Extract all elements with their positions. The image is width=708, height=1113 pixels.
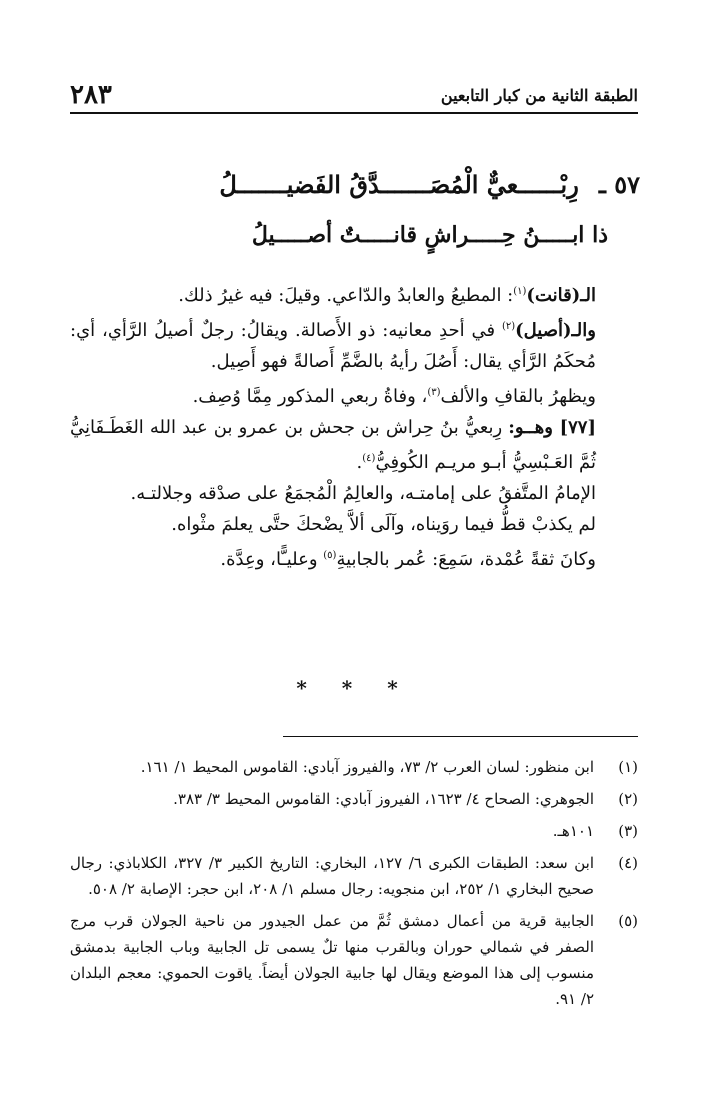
footnote-number: (١) [618,758,638,776]
paragraph-text: ، وفاةُ ربعي المذكور مِمَّا وُصِف. [192,386,428,407]
paragraph-text: وكانَ ثقةً عُمْدة، سَمِعَ: عُمر بالجابيةِ [336,549,596,570]
footnote [70,786,638,812]
paragraph-qanit [70,276,638,311]
footnote-text: ١٠١هـ. [552,822,594,840]
section-separator: * * * [296,676,412,700]
body-text [70,276,638,575]
paragraph-text: ويظهرُ بالقافِ والألف [440,386,596,407]
footnote-text: ابن منظور: لسان العرب ٢/ ٧٣، والفيروز آبادي: القاموس المحيط ١/ ١٦١. [140,758,594,776]
footnote-ref-5: (٥) [323,550,337,561]
paragraph-imam: الإمامُ المتَّفقُ على إمامتـه، والعالِمُ الْمُجمَعُ على صدْقه وجلالتـه. [130,483,596,504]
term-qanit: الـ(قانت) [526,285,596,306]
footnote [70,908,638,1012]
footnote-number: (٤) [618,854,638,872]
verse-line-2: ذا ابـــــنُ حِـــــراشٍ قانـــــتٌ أصـــــيلُ [251,222,608,248]
footnotes [70,754,638,1018]
footnote-number: (٣) [618,822,638,840]
page-number: ٢٨٣ [70,80,112,110]
footnote-ref-3: (٣) [427,387,441,398]
footnote-number: (٢) [618,790,638,808]
term-asil: والـ(أصيل) [515,320,596,341]
paragraph-text: : المطيعُ والعابدُ والدّاعي. وقيلَ: فيه غيرُ ذلك. [178,285,514,306]
footnote [70,850,638,902]
paragraph-death-year [70,377,638,412]
footnote [70,754,638,780]
paragraph-text: رِبعيُّ بنُ حِراش بن جحش بن عمرو بن عبد الله الغَطَـفَانِيُّ ثُمَّ العَـبْسِيُّ أبـو مريـم الكُوفِيُّ [70,417,596,473]
footnote-ref-4: (٤) [362,453,376,464]
biography-ref: [٧٧] وهــو: [508,417,596,438]
entry-number: ٥٧ ـ [598,170,640,199]
running-title: الطبقة الثانية من كبار التابعين [440,86,638,105]
footnote-ref-1: (١) [513,286,527,297]
footnote-ref-2: (٢) [501,321,516,332]
entry-heading [70,170,640,210]
footnote [70,818,638,844]
footnote-text: الجابية قرية من أعمال دمشق ثُمَّ من عمل الجيدور من ناحية الجولان قرب مرج الصفر في شمالي حوران وبالقرب منها تلٌ يسمى تل الجابية وباب الجابية بدمشق منسوب إلى هذا الموضع ويقال لها جابية الجولان أيضاً. ياقوت الحموي: معجم البلدان ٢/ ٩١. [70,912,594,1008]
page-header [70,80,638,120]
footnote-text: الجوهري: الصحاح ٤/ ١٦٢٣، الفيروز آبادي: القاموس المحيط ٣/ ٣٨٣. [173,790,594,808]
verse-line-1: رِبْــــــعيٌّ الْمُصَـــــــدَّقُ الفَضيـــــــلُ [219,170,579,199]
paragraph-asil [70,311,638,377]
paragraph-never-lied: لم يكذبْ قطُّ فيما روَيناه، وآلَى ألاَّ يضْحكَ حتَّى يعلمَ مثْواه. [171,514,596,535]
paragraph-text: . [356,452,363,473]
paragraph-biography [70,412,638,478]
header-rule [70,112,638,114]
footnote-rule [283,736,638,737]
paragraph-text: وعليـًّا، وعِدَّة. [220,549,324,570]
footnote-number: (٥) [618,912,638,930]
paragraph-trustworthy [70,540,638,575]
footnote-text: ابن سعد: الطبقات الكبرى ٦/ ١٢٧، البخاري: التاريخ الكبير ٣/ ٣٢٧، الكلاباذي: رجال صحيح البخاري ١/ ٢٥٢، ابن منجويه: رجال مسلم ١/ ٢٠٨، ابن حجر: الإصابة ٢/ ٥٠٨. [70,854,594,898]
paragraph-text: في أحدِ معانيه: ذو الأَصالة. ويقالُ: رجلٌ أصيلُ الرَّأي، أي: مُحكَمُ الرَّأي يقال: أَصُلَ رأيهُ بالضَّمِّ أَصالةً فهو أَصِيل. [70,320,596,372]
